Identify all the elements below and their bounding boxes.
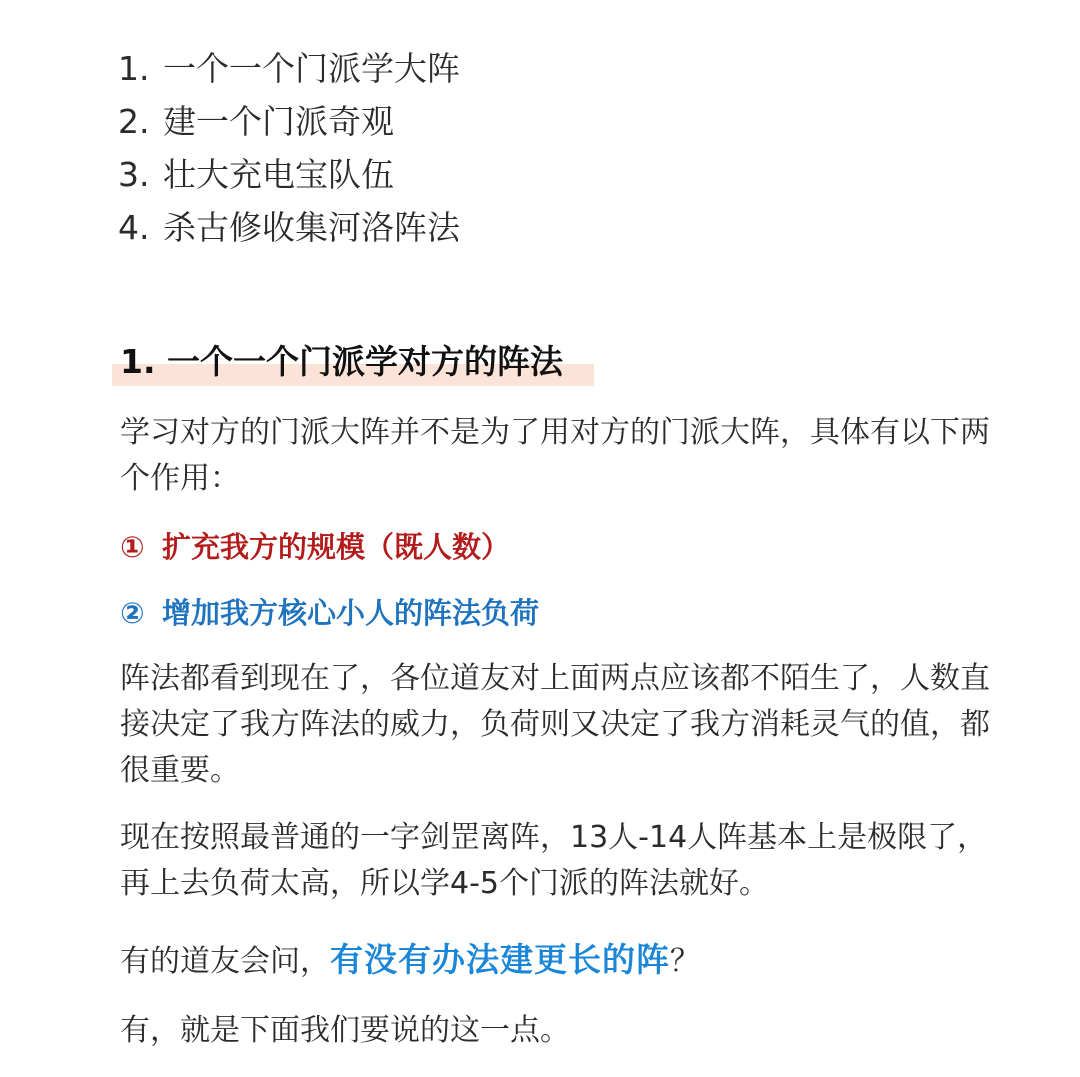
point-one-text: 扩充我方的规模（既人数） (162, 530, 511, 564)
body-paragraph-one: 阵法都看到现在了，各位道友对上面两点应该都不陌生了，人数直接决定了我方阵法的威力，负荷则又决定了我方消耗灵气的值，都很重要。 (120, 661, 990, 788)
toc-item-text: 杀古修收集河洛阵法 (163, 208, 460, 247)
point-two (120, 591, 539, 635)
toc-item-number: 1. (118, 49, 150, 88)
point-two-marker: ② (120, 596, 145, 630)
question-emphasis: 有没有办法建更长的阵 (330, 940, 670, 979)
toc-item-text: 建一个门派奇观 (163, 102, 394, 141)
question-suffix: ？ (670, 944, 700, 979)
toc-item-text: 壮大充电宝队伍 (163, 155, 394, 194)
question-prefix: 有的道友会问， (120, 944, 330, 979)
intro-paragraph: 学习对方的门派大阵并不是为了用对方的门派大阵，具体有以下两个作用： (120, 415, 990, 496)
toc-item-number: 4. (118, 208, 150, 247)
toc-item (118, 201, 460, 254)
toc-item-number: 3. (118, 155, 150, 194)
toc-item (118, 42, 460, 95)
point-one (120, 525, 510, 569)
toc-item-number: 2. (118, 102, 150, 141)
point-one-marker: ① (120, 530, 145, 564)
toc-item (118, 148, 460, 201)
question-paragraph (120, 937, 1000, 985)
section-heading-text: 1. 一个一个门派学对方的阵法 (120, 342, 563, 381)
toc-item-text: 一个一个门派学大阵 (163, 49, 460, 88)
answer-paragraph: 有，就是下面我们要说的这一点。 (120, 1013, 570, 1048)
section-heading (112, 338, 594, 386)
toc-item (118, 95, 460, 148)
point-two-text: 增加我方核心小人的阵法负荷 (162, 596, 540, 630)
body-paragraph-two: 现在按照最普通的一字剑罡离阵，13人-14人阵基本上是极限了，再上去负荷太高，所以学4-5个门派的阵法就好。 (120, 820, 988, 901)
table-of-contents (118, 42, 460, 254)
